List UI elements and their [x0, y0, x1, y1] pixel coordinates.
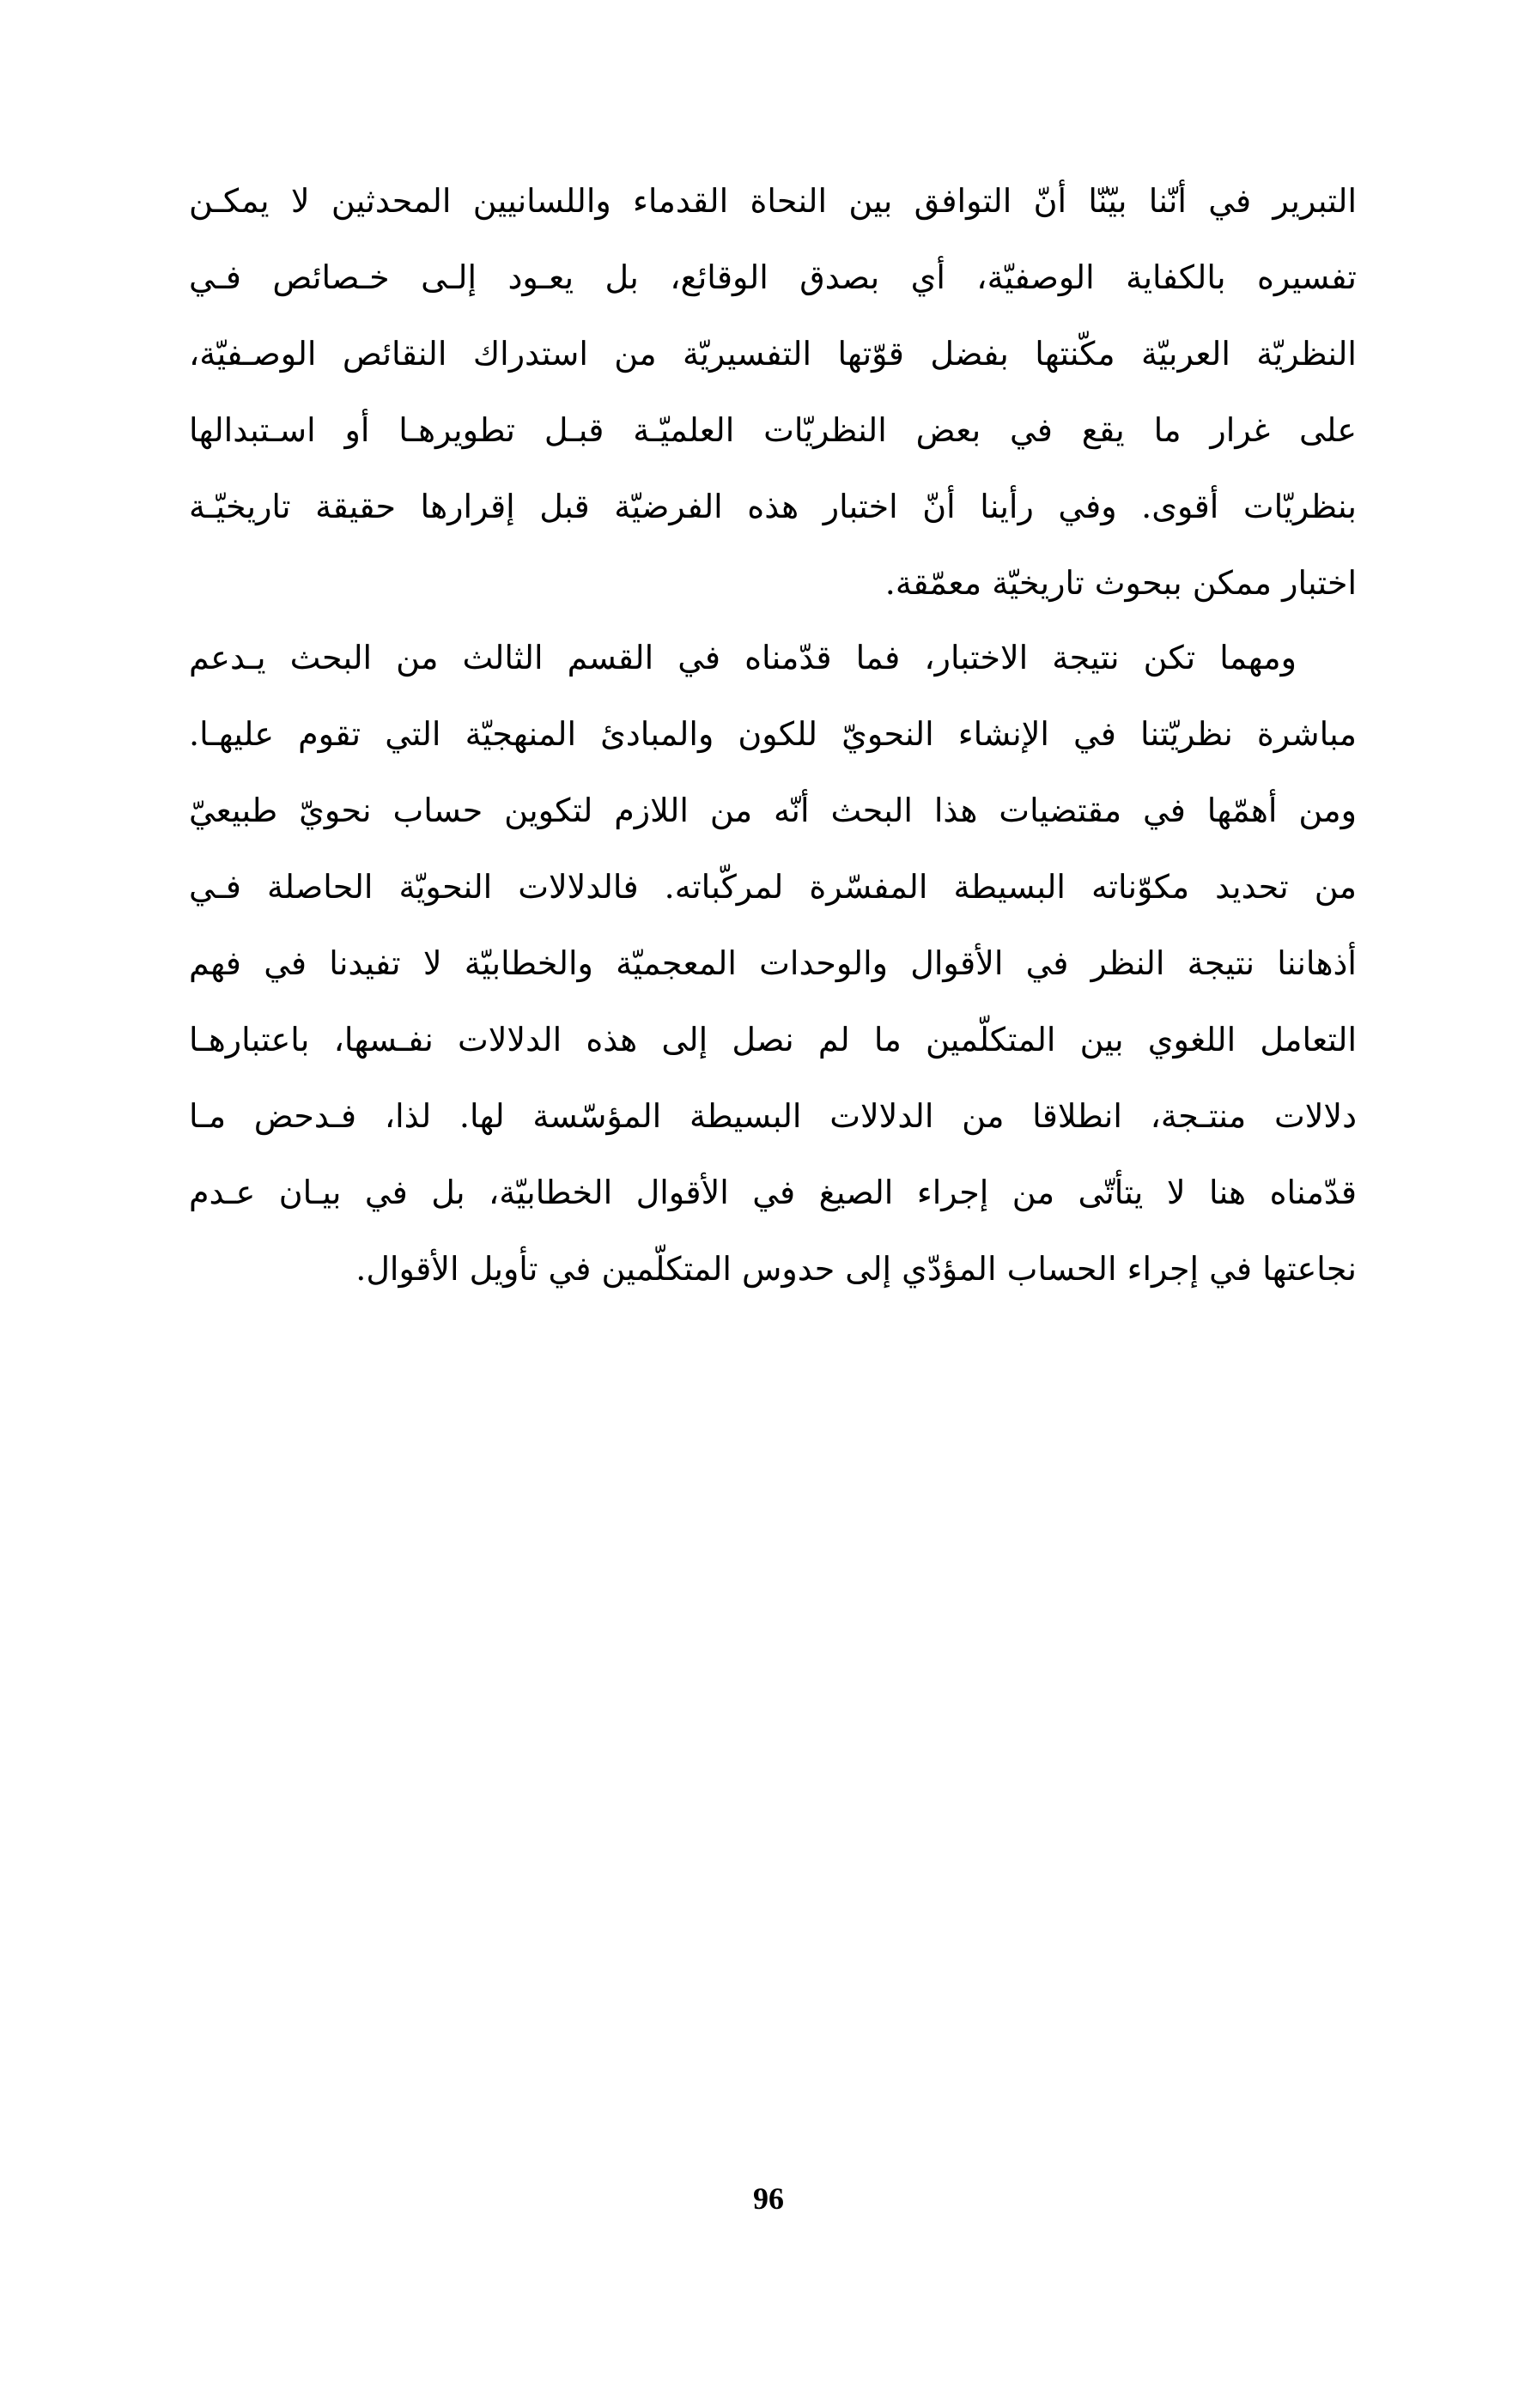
paragraph-1-line-1: التبرير في أنّنا بيّنّا أنّ التوافق بين النحاة القدماء واللسانيين المحدثين لا يمكـن [189, 182, 1357, 220]
paragraph-1-line-2: تفسيره بالكفاية الوصفيّة، أي بصدق الوقائع، بل يعـود إلـى خـصائص فـي [189, 258, 1357, 296]
paragraph-2-line-4: من تحديد مكوّناته البسيطة المفسّرة لمركّباته. فالدلالات النحويّة الحاصلة فـي [189, 868, 1357, 906]
paragraph-2-line-5: أذهاننا نتيجة النظر في الأقوال والوحدات المعجميّة والخطابيّة لا تفيدنا في فهم [189, 944, 1357, 982]
paragraph-2-line-3: ومن أهمّها في مقتضيات هذا البحث أنّه من اللازم لتكوين حساب نحويّ طبيعيّ [189, 792, 1357, 829]
paragraph-2-line-6: التعامل اللغوي بين المتكلّمين ما لم نصل إلى هذه الدلالات نفـسها، باعتبارهـا [189, 1021, 1357, 1058]
paragraph-2-line-2: مباشرة نظريّتنا في الإنشاء النحويّ للكون والمبادئ المنهجيّة التي تقوم عليهـا. [189, 715, 1357, 753]
paragraph-2-line-1: ومهما تكن نتيجة الاختبار، فما قدّمناه في القسم الثالث من البحث يـدعم [189, 639, 1297, 676]
paragraph-2-line-9: نجاعتها في إجراء الحساب المؤدّي إلى حدوس المتكلّمين في تأويل الأقوال. [355, 1250, 1357, 1288]
paragraph-1-line-3: النظريّة العربيّة مكّنتها بفضل قوّتها التفسيريّة من استدراك النقائص الوصـفيّة، [189, 335, 1357, 373]
paragraph-1-line-6: اختبار ممكن ببحوث تاريخيّة معمّقة. [884, 564, 1357, 602]
page-number: 96 [753, 2181, 784, 2216]
paragraph-2-line-8: قدّمناه هنا لا يتأتّى من إجراء الصيغ في الأقوال الخطابيّة، بل في بيـان عـدم [189, 1174, 1357, 1211]
paragraph-1-line-4: على غرار ما يقع في بعض النظريّات العلميّـة قبـل تطويرهـا أو اسـتبدالها [189, 411, 1357, 449]
paragraph-1-line-5: بنظريّات أقوى. وفي رأينا أنّ اختبار هذه الفرضيّة قبل إقرارها حقيقة تاريخيّـة [189, 488, 1357, 525]
paragraph-2-line-7: دلالات منتـجة، انطلاقا من الدلالات البسيطة المؤسّسة لها. لذا، فـدحض مـا [189, 1097, 1357, 1135]
paragraph-1 [189, 163, 1357, 622]
paragraph-2 [189, 620, 1357, 1307]
